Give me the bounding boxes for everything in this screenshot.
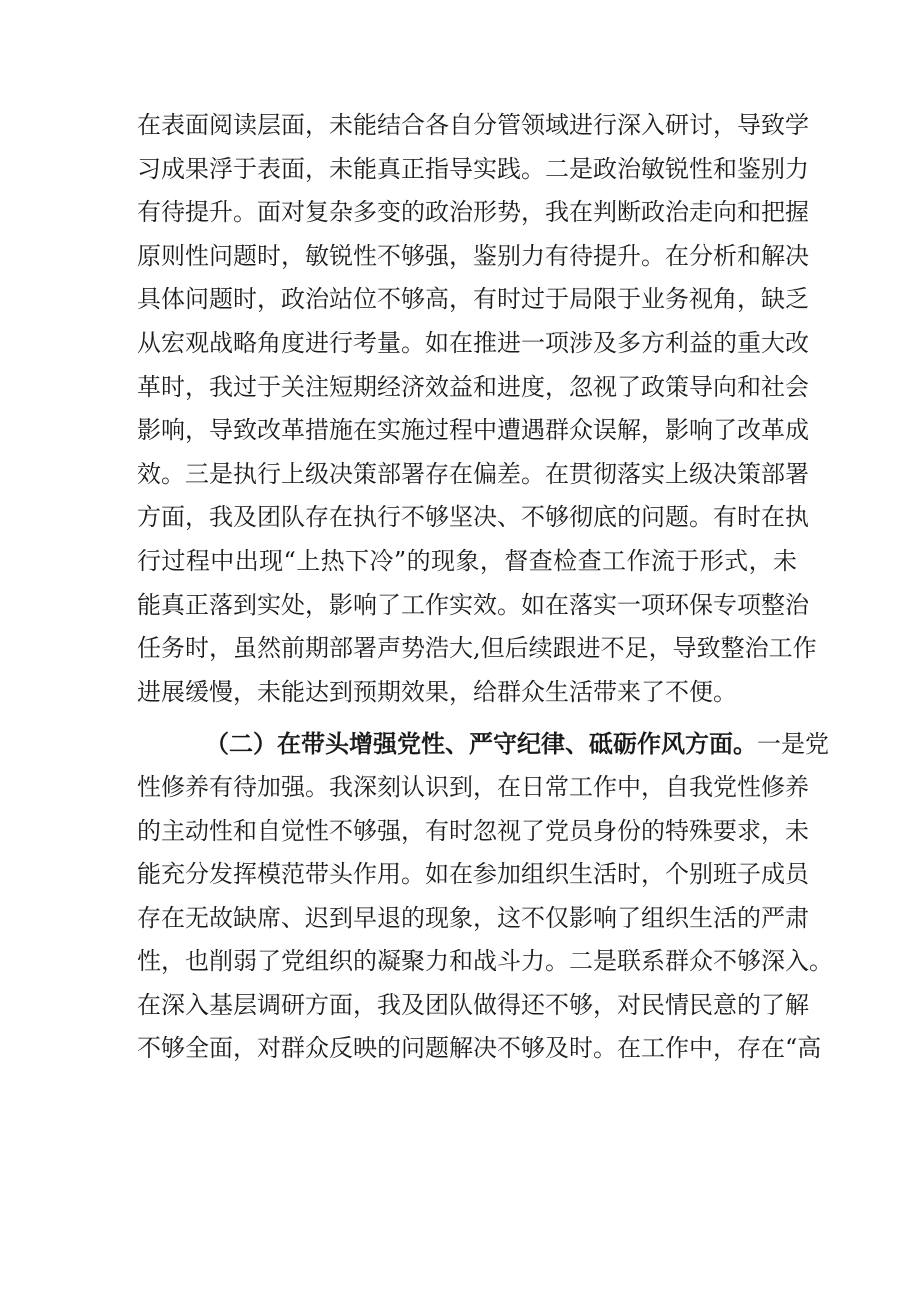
text-line: 能充分发挥模范带头作用。如在参加组织生活时，个别班子成员 [137, 860, 809, 889]
paragraph-1 [137, 104, 817, 714]
text-line: 方面，我及团队存在执行不够坚决、不够彻底的问题。有时在执 [137, 503, 809, 532]
text-line: 任务时，虽然前期部署声势浩大,但后续跟进不足，导致整治工作 [137, 634, 817, 663]
text-line: 在深入基层调研方面，我及团队做得还不够，对民情民意的了解 [137, 990, 809, 1019]
text-line: 不够全面，对群众反映的问题解决不够及时。在工作中，存在“高 [137, 1034, 822, 1063]
text-line: 行过程中出现“上热下冷”的现象，督查检查工作流于形式，未 [137, 546, 797, 575]
section-heading-line [137, 722, 829, 766]
text-line: 革时，我过于关注短期经济效益和进度，忽视了政策导向和社会 [137, 372, 809, 401]
text-line: 具体问题时，政治站位不够高，有时过于局限于业务视角，缺乏 [137, 285, 809, 314]
text-line: 性修养有待加强。我深刻认识到，在日常工作中，自我党性修养 [137, 772, 809, 801]
text-line: 进展缓慢，未能达到预期效果，给群众生活带来了不便。 [137, 677, 737, 706]
text-line: 从宏观战略角度进行考量。如在推进一项涉及多方利益的重大改 [137, 328, 809, 357]
text-line: 性，也削弱了党组织的凝聚力和战斗力。二是联系群众不够深入。 [137, 947, 833, 976]
text-line: 在表面阅读层面，未能结合各自分管领域进行深入研讨，导致学 [137, 111, 809, 139]
text-line: 影响，导致改革措施在实施过程中遭遇群众误解，影响了改革成 [137, 416, 809, 445]
text-line: 效。三是执行上级决策部署存在偏差。在贯彻落实上级决策部署 [137, 459, 809, 488]
document-page [137, 104, 833, 1071]
text-line: 习成果浮于表面，未能真正指导实践。二是政治敏锐性和鉴别力 [137, 154, 809, 183]
text-line: 能真正落到实处，影响了工作实效。如在落实一项环保专项整治 [137, 590, 809, 619]
heading-line-rest: 一是党 [757, 730, 829, 759]
paragraph-gap [137, 714, 797, 722]
text-line: 的主动性和自觉性不够强，有时忽视了党员身份的特殊要求，未 [137, 816, 809, 845]
text-line: 有待提升。面对复杂多变的政治形势，我在判断政治走向和把握 [137, 198, 809, 227]
section-heading: （二）在带头增强党性、严守纪律、砥砺作风方面。 [205, 729, 757, 759]
paragraph-2 [137, 722, 833, 1071]
text-line: 原则性问题时，敏锐性不够强，鉴别力有待提升。在分析和解决 [137, 241, 809, 270]
text-line: 存在无故缺席、迟到早退的现象，这不仅影响了组织生活的严肃 [137, 903, 809, 932]
